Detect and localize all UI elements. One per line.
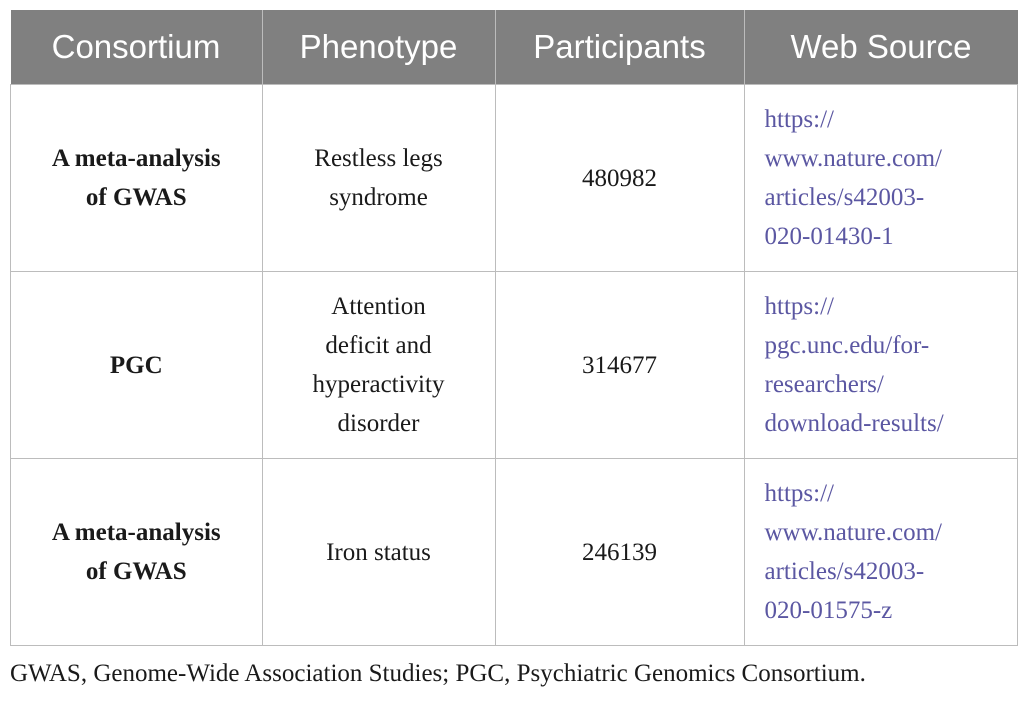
web-source-line: pgc.unc.edu/for- [764, 332, 930, 359]
phenotype-line: Attention [331, 293, 426, 320]
consortium-cell [11, 85, 263, 272]
table-row [11, 459, 1018, 646]
data-table-container [10, 10, 1014, 646]
phenotype-cell [262, 85, 495, 272]
table-body [11, 85, 1018, 646]
phenotype-cell [262, 459, 495, 646]
table-row [11, 272, 1018, 459]
web-source-line: 020-01575-z [764, 597, 893, 624]
web-source-line: https:// [764, 480, 834, 507]
web-source-line: 020-01430-1 [764, 223, 894, 250]
table-row [11, 85, 1018, 272]
web-source-line: https:// [764, 293, 834, 320]
web-source-line: https:// [764, 106, 834, 133]
phenotype-line: syndrome [329, 184, 428, 211]
header-participants: Participants [495, 10, 744, 85]
consortium-line: PGC [109, 351, 163, 379]
web-source-line: www.nature.com/ [764, 519, 942, 546]
participants-cell: 314677 [495, 272, 744, 459]
table-footnote: GWAS, Genome-Wide Association Studies; PGC, Psychiatric Genomics Consortium. [10, 660, 866, 687]
web-source-line: researchers/ [764, 371, 884, 398]
table-header [11, 10, 1018, 85]
phenotype-cell [262, 272, 495, 459]
web-source-line: download-results/ [764, 410, 944, 437]
consortium-cell [11, 272, 263, 459]
consortium-line: A meta-analysis [51, 145, 221, 172]
consortium-line: of GWAS [85, 184, 187, 211]
consortium-line: of GWAS [85, 558, 187, 585]
consortium-line: A meta-analysis [51, 519, 221, 546]
header-consortium: Consortium [11, 10, 263, 85]
web-source-line: articles/s42003- [764, 558, 925, 585]
phenotype-line: Iron status [326, 538, 431, 566]
phenotype-line: disorder [337, 410, 420, 437]
participants-cell: 246139 [495, 459, 744, 646]
web-source-line: articles/s42003- [764, 184, 925, 211]
web-source-link[interactable] [744, 459, 1018, 646]
participants-cell: 480982 [495, 85, 744, 272]
data-table [10, 10, 1018, 646]
consortium-cell [11, 459, 263, 646]
header-web-source: Web Source [744, 10, 1018, 85]
phenotype-line: hyperactivity [312, 371, 445, 398]
phenotype-line: deficit and [325, 332, 432, 359]
header-row [11, 10, 1018, 85]
web-source-link[interactable] [744, 85, 1018, 272]
web-source-line: www.nature.com/ [764, 145, 942, 172]
web-source-link[interactable] [744, 272, 1018, 459]
phenotype-line: Restless legs [314, 145, 443, 172]
header-phenotype: Phenotype [262, 10, 495, 85]
